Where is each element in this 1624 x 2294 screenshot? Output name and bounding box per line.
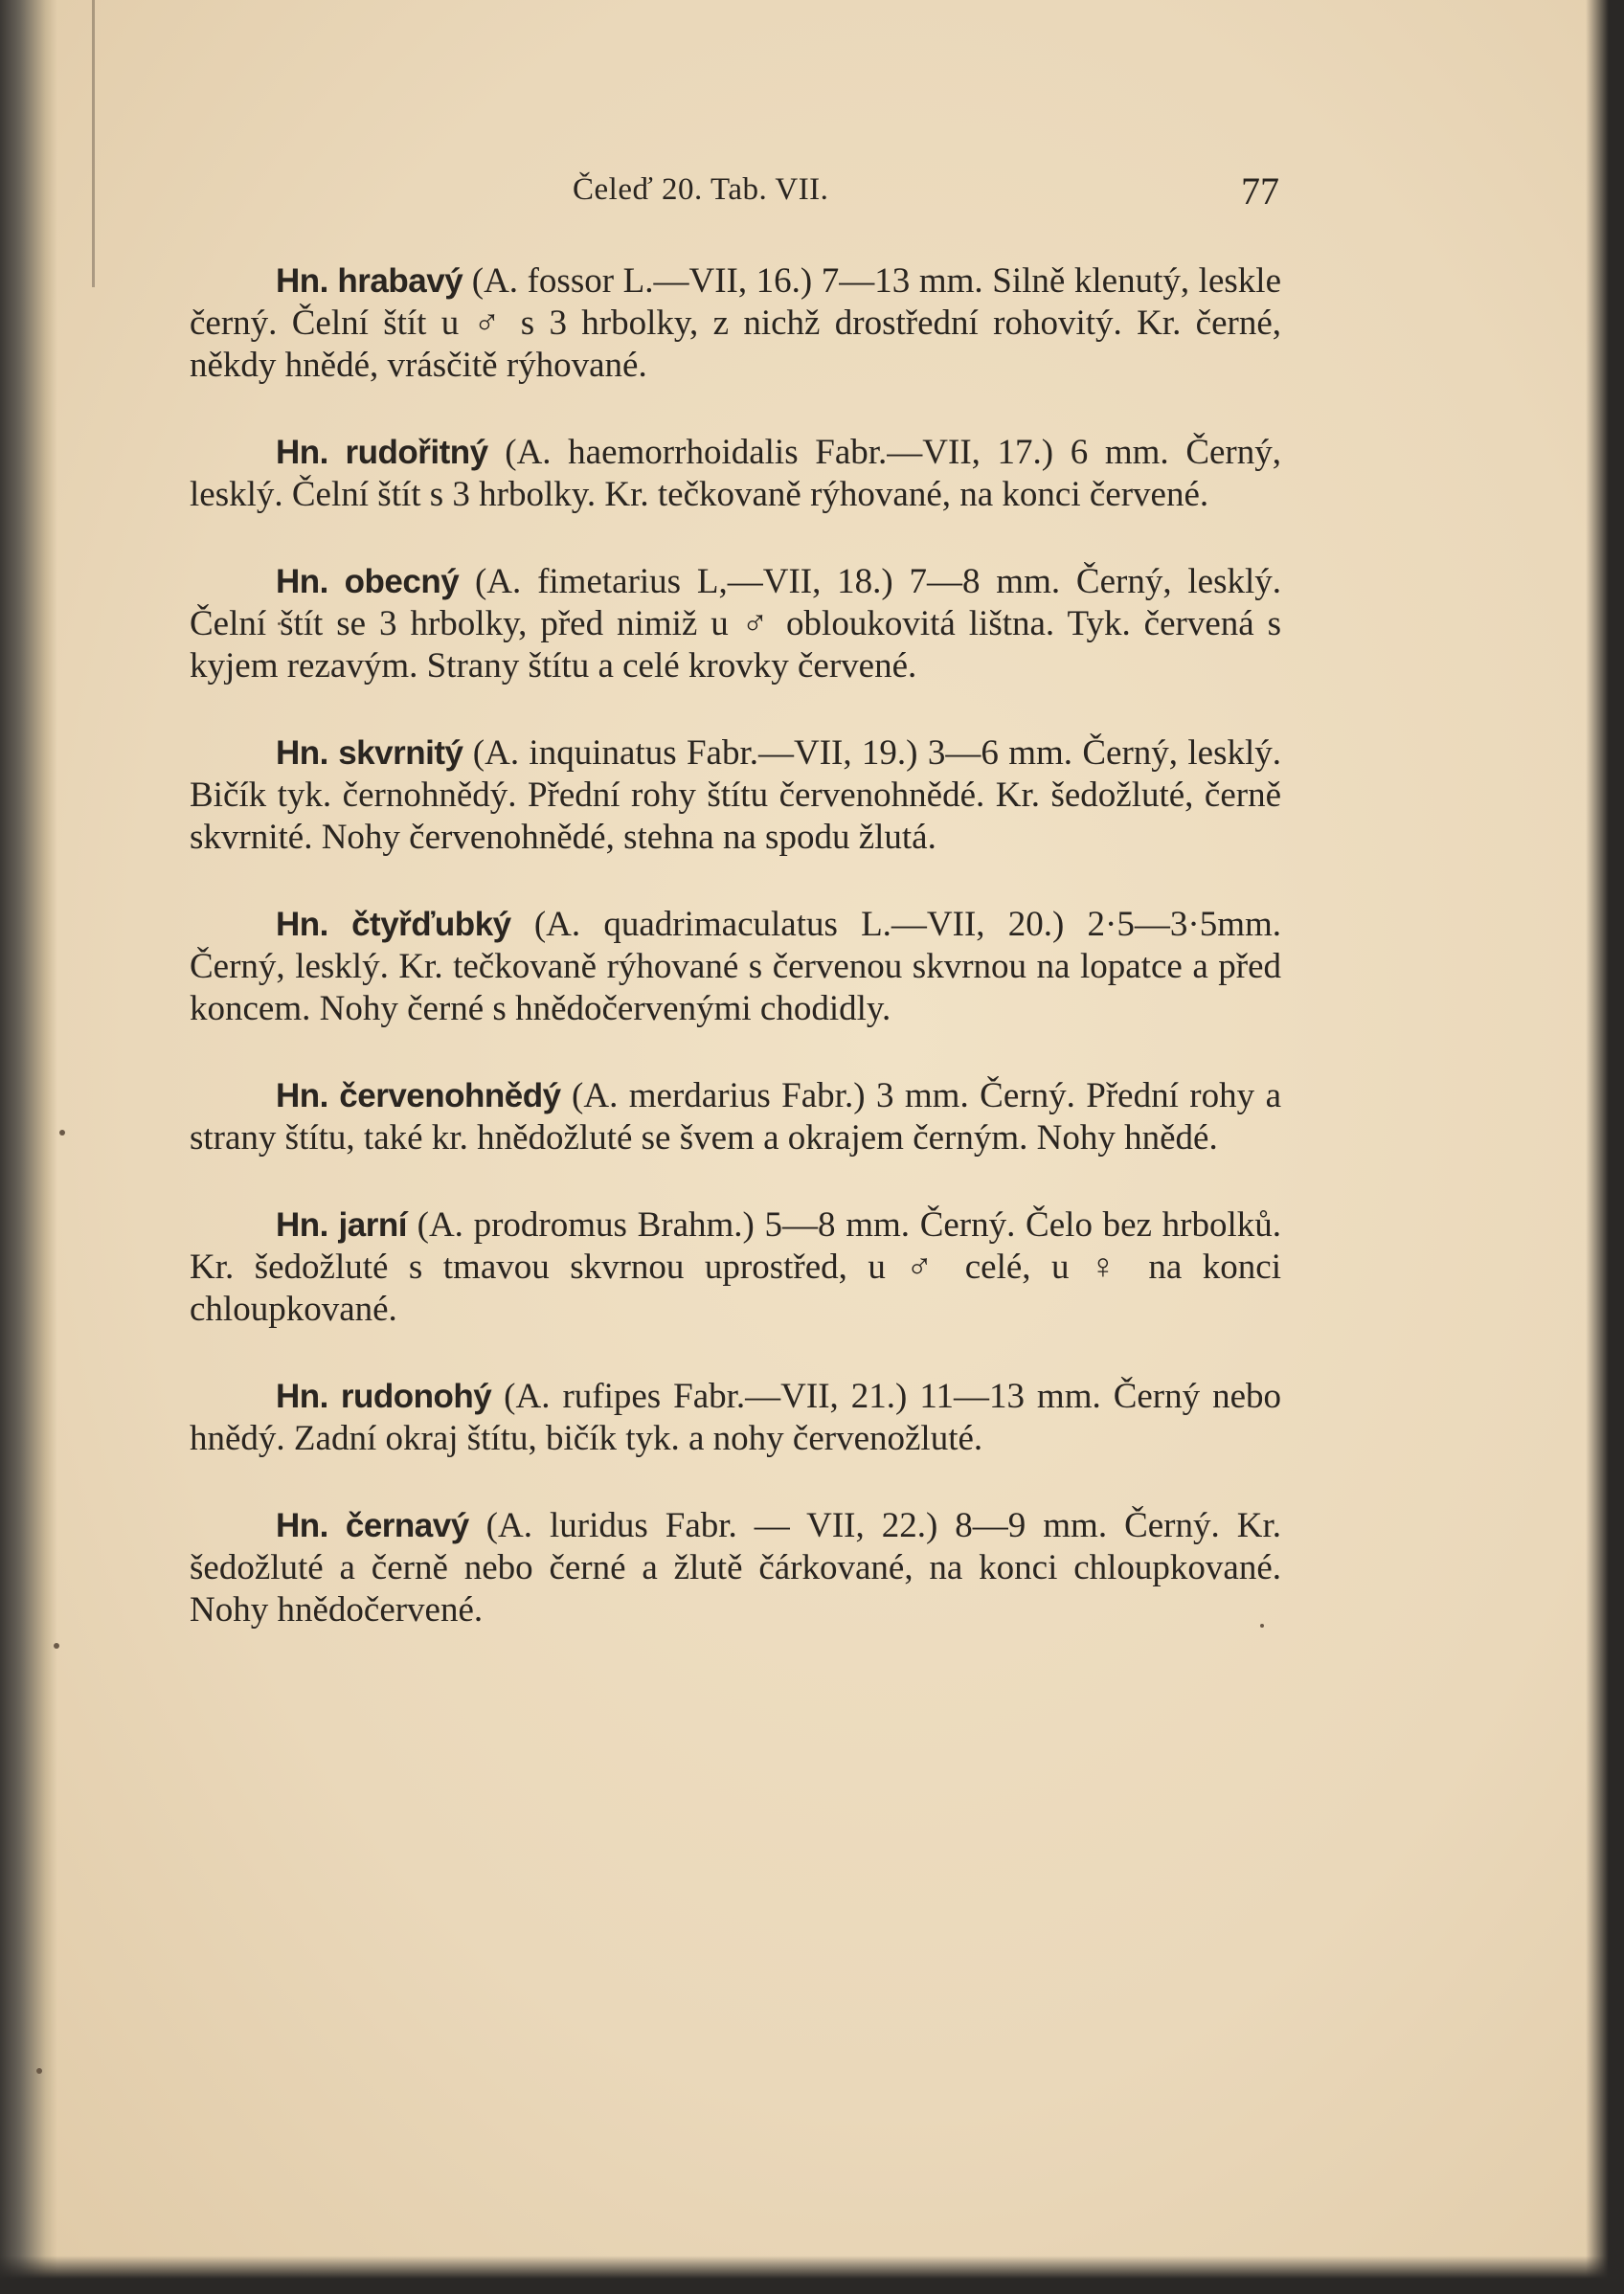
species-description: (A. rufipes Fabr.—VII, 21.) 11—13 mm. Černý nebo hnědý. Zadní okraj štítu, bičík tyk. a nohy červenožluté. (190, 1377, 1282, 1458)
species-entry (190, 432, 1281, 516)
species-entry (190, 1204, 1281, 1331)
body-text (190, 260, 1281, 1676)
species-description: (A. quadrimaculatus L.—VII, 20.) 2·5—3·5mm. Černý, lesklý. Kr. tečkovaně rýhované s červenou skvrnou na lopatce a před koncem. Nohy černé s hnědočervenými chodidly. (190, 905, 1282, 1028)
species-entry (190, 260, 1281, 387)
species-entry (190, 1075, 1281, 1159)
species-description: (A. luridus Fabr. — VII, 22.) 8—9 mm. Černý. Kr. šedožluté a černě nebo černé a žlutě čárkované, na konci chloupkované. Nohy hnědočervené. (190, 1506, 1281, 1630)
species-name: Hn. červenohnědý (276, 1077, 561, 1114)
species-name: Hn. černavý (276, 1507, 469, 1544)
species-entry (190, 561, 1281, 687)
header-title: Čeleď 20. Tab. VII. (573, 172, 829, 207)
species-name: Hn. čtyřďubký (276, 906, 511, 943)
species-name: Hn. obecný (276, 563, 460, 600)
species-entry (190, 732, 1281, 859)
species-description: (A. prodromus Brahm.) 5—8 mm. Černý. Čelo bez hrbolků. Kr. šedožluté s tmavou skvrnou uprostřed, u ♂ celé, u ♀ na konci chloupkované. (190, 1205, 1281, 1329)
page-right-edge (1586, 0, 1624, 2294)
species-description: (A. fimetarius L,—VII, 18.) 7—8 mm. Černý, lesklý. Čelní štít se 3 hrbolky, před nimiž u ♂ obloukovitá lištna. Tyk. červená s kyjem rezavým. Strany štítu a celé krovky červené. (190, 562, 1281, 686)
species-name: Hn. hrabavý (276, 262, 463, 300)
page-bottom-edge (0, 2256, 1624, 2294)
species-name: Hn. rudonohý (276, 1378, 492, 1415)
species-name: Hn. rudořitný (276, 434, 488, 471)
paper-speck (36, 2068, 42, 2074)
species-description: (A. inquinatus Fabr.—VII, 19.) 3—6 mm. Černý, lesklý. Bičík tyk. černohnědý. Přední rohy štítu červenohnědé. Kr. šedožluté, černě skvrnité. Nohy červenohnědé, stehna na spodu žlutá. (190, 733, 1281, 857)
species-description: (A. fossor L.—VII, 16.) 7—13 mm. Silně klenutý, leskle černý. Čelní štít u ♂ s 3 hrbolky, z nichž drostřední rohovitý. Kr. černé, někdy hnědé, vrásčitě rýhované. (190, 261, 1281, 385)
species-entry (190, 904, 1281, 1030)
species-entry (190, 1505, 1281, 1631)
running-header (0, 169, 1624, 230)
page-number: 77 (1241, 169, 1279, 213)
binding-line (92, 0, 95, 287)
paper-speck (59, 1130, 65, 1136)
page-left-edge (0, 0, 57, 2294)
species-description: (A. haemorrhoidalis Fabr.—VII, 17.) 6 mm. Černý, lesklý. Čelní štít s 3 hrbolky. Kr. tečkovaně rýhované, na konci červené. (190, 433, 1281, 514)
paper-speck (54, 1643, 59, 1649)
species-entry (190, 1376, 1281, 1460)
species-description: (A. merdarius Fabr.) 3 mm. Černý. Přední rohy a strany štítu, také kr. hnědožluté se švem a okrajem černým. Nohy hnědé. (190, 1076, 1281, 1158)
species-name: Hn. skvrnitý (276, 734, 463, 772)
species-name: Hn. jarní (276, 1206, 407, 1244)
